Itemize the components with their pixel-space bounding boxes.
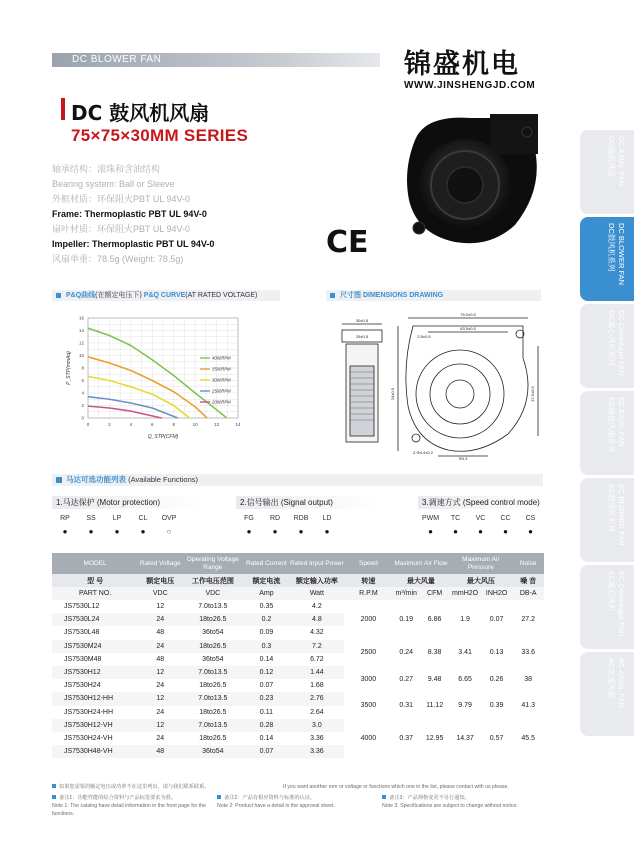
table-header-cn <box>52 574 544 587</box>
table-cell: JS7530H12-VH <box>52 719 138 732</box>
table-cell: 24 <box>156 682 165 690</box>
unit-cell: VDC <box>182 587 243 600</box>
table-cell: 18to26.5 <box>182 613 243 626</box>
col-header: 型 号 <box>52 574 138 587</box>
col-header: Maximum Air Flow <box>393 553 450 574</box>
table-row <box>52 692 544 705</box>
table-cell: 36to54 <box>202 629 224 637</box>
col-header: Maximum Air Pressure <box>449 553 512 574</box>
table-cell: 4000 <box>360 734 377 742</box>
note-text: 备注3：产品规格变更不另行通知。 <box>389 795 470 801</box>
table-cell: 36to54 <box>182 745 243 758</box>
band-label: DC BLOWER FAN <box>72 54 162 65</box>
unit-cell: Watt <box>290 587 345 600</box>
table-cell: 2.76 <box>290 692 345 705</box>
page-title: DC 鼓风机风扇 <box>71 101 210 125</box>
col-header: Rated Voltage <box>138 553 182 574</box>
function-group-title: 1.马达保护 (Motor protection) <box>52 496 202 509</box>
table-cell: 1.44 <box>290 666 345 679</box>
col-header: 转速 <box>344 574 392 587</box>
table-cell: JS7530H48-VH <box>52 745 138 758</box>
table-cell: 7.0to13.5 <box>182 719 243 732</box>
dim-label: 30±0.5 <box>355 318 369 323</box>
table-cell: JS7530L48 <box>64 629 100 637</box>
spec-line: 外框材质：环保阻火PBT UL 94V-0 <box>52 194 191 204</box>
table-cell: 0.27 <box>399 675 414 683</box>
y-tick-label: 8 <box>81 365 84 371</box>
function-code: RD ● <box>269 515 281 536</box>
note-text: 如果您需要的额定电压或功率不在这里列出，请与我们联系联系。 <box>59 784 210 790</box>
dim-label: 29±0.5 <box>355 334 369 339</box>
col-header: Speed <box>344 553 392 574</box>
spec-table <box>52 553 544 758</box>
table-cell: 0.23 <box>243 692 289 705</box>
y-tick-label: 12 <box>78 340 84 346</box>
tab-dc-centrifugal-fan[interactable]: DC Centrifugal FAN DC离心风机系列 <box>580 304 634 388</box>
table-cell: 9.79 <box>458 702 472 709</box>
table-cell: 18to26.5 <box>199 682 227 690</box>
unit-cell: PART NO. <box>52 587 138 600</box>
y-tick-label: 6 <box>81 378 84 383</box>
table-units-row <box>52 587 544 600</box>
table-cell: JS7530H24 <box>64 682 101 690</box>
x-tick-label: 6 <box>151 422 154 427</box>
category-tabs <box>580 130 634 739</box>
title-accent-bar <box>61 98 65 120</box>
table-cell: 2000 <box>360 616 377 624</box>
pq-en-note: (AT RATED VOLTAGE) <box>185 292 258 299</box>
spec-line: Frame: Thermoplastic PBT UL 94V-0 <box>52 209 207 219</box>
table-cell: 12 <box>156 603 165 611</box>
table-cell: 0.31 <box>399 702 414 709</box>
table-cell: 18to26.5 <box>182 640 243 653</box>
col-header: 额定输入功率 <box>290 574 345 587</box>
note-text: 备注1：功能性能的综合资料与产品标签要求为准。 <box>59 795 177 801</box>
table-cell: 36to54 <box>202 655 224 663</box>
table-cell: 0.07 <box>243 745 289 758</box>
x-tick-label: 0 <box>86 422 90 427</box>
function-code: PWM ● <box>421 515 440 536</box>
table-cell: 48 <box>156 655 165 663</box>
tab-ec-centrifugal-fan[interactable]: EC Centrifugal FAN EC离心风机 <box>580 565 634 649</box>
note-text: Note 3: Specifications are subject to change without notice. <box>382 803 518 809</box>
col-header: 工作电压范围 <box>182 574 243 587</box>
table-cell: 7.0to13.5 <box>182 692 243 705</box>
table-cell: 0.13 <box>489 649 504 657</box>
table-cell: 3.36 <box>290 745 345 758</box>
table-cell: 12 <box>138 692 182 705</box>
col-header: 额定电压 <box>138 574 182 587</box>
brand-url[interactable]: WWW.JINSHENGJD.COM <box>404 80 536 91</box>
table-row <box>52 640 544 653</box>
function-code: TC ● <box>450 515 461 536</box>
table-cell: 6.72 <box>310 655 324 663</box>
table-cell: 0.26 <box>489 675 504 683</box>
pq-cn-note: (在额定电压下) <box>95 292 142 299</box>
legend-entry: 3500RPM <box>212 366 231 372</box>
table-cell: 6.86 <box>427 616 442 624</box>
header-band <box>52 53 380 67</box>
function-code: RDB ● <box>293 515 309 536</box>
table-cell: 27.2 <box>521 616 535 624</box>
spec-line: 风扇单重：78.5g (Weight: 78.5g) <box>52 254 184 264</box>
table-cell: JS7530M24 <box>52 640 138 653</box>
dim-label: 63.5±0.5 <box>460 326 476 331</box>
table-cell: JS7530L24 <box>52 613 138 626</box>
legend-entry: 3000RPM <box>212 377 231 383</box>
col-header: Rated Current <box>243 553 289 574</box>
y-axis-label: P_STP(mmAq) <box>66 351 72 385</box>
tab-ec-axial-fan[interactable]: EC AXIAL FAN EC轴流风扇系列 <box>580 391 634 475</box>
table-cell: 24 <box>156 708 165 716</box>
table-cell: 3000 <box>360 675 377 683</box>
table-cell: 3.36 <box>310 734 324 742</box>
table-cell: 48 <box>138 745 182 758</box>
dim-label: 2-Φ4.4±0.2 <box>412 450 434 455</box>
unit-cell: CFM <box>420 587 449 600</box>
y-tick-label: 4 <box>81 390 84 396</box>
table-cell: 11.12 <box>426 702 444 709</box>
table-cell: 33.6 <box>521 649 535 657</box>
brand-name: 锦盛机电 <box>404 49 520 80</box>
y-tick-label: 14 <box>78 328 84 333</box>
function-group-title: 2.信号输出 (Signal output) <box>236 496 376 509</box>
table-cell: 24 <box>138 640 182 653</box>
table-cell: 0.09 <box>259 629 274 637</box>
ce-mark: CE <box>326 225 369 260</box>
x-tick-label: 14 <box>235 422 241 427</box>
table-cell: 1.68 <box>310 682 324 690</box>
table-cell: 0.07 <box>259 682 274 690</box>
function-code: FG ● <box>244 515 254 536</box>
table-cell: 12 <box>138 666 182 679</box>
table-cell: 7.0to13.5 <box>198 603 228 611</box>
table-cell: 4.32 <box>310 629 324 637</box>
note-text: Note 1: The catalog have detail information in the front page for the functions. <box>52 803 206 817</box>
func-cn-label: 马达可选功能列表 <box>66 475 126 484</box>
legend-entry: 2500RPM <box>212 388 231 394</box>
table-cell: 8.38 <box>427 649 442 657</box>
table-cell: 0.11 <box>259 708 273 716</box>
function-code: LP ● <box>112 515 122 536</box>
table-cell: 1.9 <box>460 616 470 624</box>
x-axis-label: Q_STP(CFM) <box>147 434 179 440</box>
dim-label: Φ4.3 <box>458 456 468 461</box>
tab-dc-blower-fan[interactable]: DC BLOWER FAN DC鼓风机系列 <box>580 217 634 301</box>
col-header: 最大风压 <box>449 574 512 587</box>
table-cell: 9.48 <box>427 675 442 683</box>
pq-curve-header <box>52 290 280 301</box>
col-header: 额定电流 <box>243 574 289 587</box>
col-header: 噪 音 <box>512 574 544 587</box>
table-cell: 0.14 <box>259 655 274 663</box>
table-cell: 0.2 <box>243 613 289 626</box>
table-cell: 7.2 <box>290 640 345 653</box>
table-cell: 3500 <box>360 702 377 709</box>
table-cell: 3.0 <box>290 719 345 732</box>
table-cell: 0.12 <box>243 666 289 679</box>
dimension-drawing <box>328 306 558 461</box>
function-code: CC ● <box>500 515 511 536</box>
col-header: 最大风量 <box>393 574 450 587</box>
tab-ec-blower-fan[interactable]: EC BLOWER FAN EC鼓风机系列 <box>580 478 634 562</box>
function-code: RP ● <box>60 515 70 536</box>
table-cell: 0.35 <box>259 603 274 611</box>
motor-protection-group <box>52 496 202 536</box>
footnotes <box>52 783 547 818</box>
note-text: If you want another rom or voltage or functions which one in the list, please contact with us please. <box>283 784 509 790</box>
table-cell: 0.57 <box>489 734 504 742</box>
table-cell: 38 <box>524 675 533 683</box>
spec-list <box>52 162 214 267</box>
table-cell: 45.5 <box>521 734 535 742</box>
spec-line: 轴承结构：滚珠和含油结构 <box>52 164 161 174</box>
table-cell: 12.95 <box>425 734 444 742</box>
table-cell: JS7530H12 <box>52 666 138 679</box>
table-cell: 12 <box>138 719 182 732</box>
table-cell: 24 <box>138 613 182 626</box>
table-cell: JS7530H24-VH <box>64 734 113 742</box>
y-tick-label: 0 <box>81 415 84 421</box>
speed-control-group <box>418 496 544 536</box>
x-tick-label: 12 <box>214 422 220 427</box>
function-code: LD ● <box>322 515 332 536</box>
table-cell: 4.2 <box>312 603 322 611</box>
y-tick-label: 10 <box>78 353 84 358</box>
x-tick-label: 4 <box>129 422 133 427</box>
col-header: Noise <box>512 553 544 574</box>
functions-header <box>52 474 543 486</box>
spec-line: Bearing system: Ball or Sleeve <box>52 179 175 189</box>
table-cell: 0.37 <box>399 734 414 742</box>
y-tick-label: 16 <box>78 315 84 321</box>
dim-label: 2.5±0.5 <box>417 334 431 339</box>
tab-ac-axial-fan[interactable]: AC AXIAL FAN AC交流风扇 <box>580 652 634 736</box>
table-row <box>52 600 544 613</box>
function-code: VC ● <box>475 515 486 536</box>
legend-entry: 4000RPM <box>212 355 231 361</box>
unit-cell: Amp <box>243 587 289 600</box>
function-code: SS ● <box>86 515 96 536</box>
dim-cn-label: 尺寸图 <box>340 292 361 299</box>
spec-line: 扇叶材质：环保阻火PBT UL 94V-0 <box>52 224 191 234</box>
x-tick-label: 8 <box>172 422 175 427</box>
table-cell: 0.28 <box>243 719 289 732</box>
dim-label: 37.5±0.5 <box>530 386 535 402</box>
unit-cell: R.P.M <box>344 587 392 600</box>
note-text: 备注2：产品有相应资料与标准的认证。 <box>224 795 316 801</box>
table-cell: JS7530H12-HH <box>52 692 138 705</box>
tab-dc-axial-fan[interactable]: DC AXIAL FAN DC轴流风扇 <box>580 130 634 214</box>
dim-en-label: DIMENSIONS DRAWING <box>362 292 444 299</box>
table-cell: 0.3 <box>243 640 289 653</box>
pq-curve-chart <box>60 310 270 455</box>
y-tick-label: 2 <box>81 403 84 408</box>
function-code: CS ● <box>525 515 536 536</box>
dim-label: 75.0±0.5 <box>460 312 476 317</box>
unit-cell: VDC <box>138 587 182 600</box>
pq-en-label: P&Q CURVE <box>143 292 186 299</box>
table-cell: 18to26.5 <box>199 734 227 742</box>
col-header: Operating Voltage Range <box>182 553 243 574</box>
blower-fan-image <box>395 110 545 250</box>
legend-entry: 2000RPM <box>212 399 231 405</box>
table-cell: 0.24 <box>399 649 414 657</box>
function-code: OVP ○ <box>161 515 177 536</box>
table-cell: 41.3 <box>521 702 535 709</box>
table-cell: JS7530M48 <box>64 655 102 663</box>
unit-cell: mmH2O <box>449 587 481 600</box>
pq-cn-label: P&Q曲线 <box>66 292 96 299</box>
dimensions-header <box>326 290 541 301</box>
function-code: CL ● <box>138 515 148 536</box>
col-header: Rated Input Power <box>290 553 345 574</box>
dim-label: 24±0.5 <box>390 387 395 401</box>
table-header-en <box>52 553 544 574</box>
function-group-title: 3.调速方式 (Speed control mode) <box>418 496 544 509</box>
x-tick-label: 2 <box>108 422 111 427</box>
func-en-label: (Available Functions) <box>128 475 198 484</box>
x-tick-label: 10 <box>192 422 198 427</box>
table-cell: JS7530H24-HH <box>64 708 114 716</box>
table-cell: 6.65 <box>458 675 472 683</box>
table-cell: 48 <box>156 629 165 637</box>
table-cell: 0.07 <box>489 616 504 624</box>
table-cell: 18to26.5 <box>199 708 227 716</box>
table-cell: 4.8 <box>290 613 345 626</box>
table-cell: 2.64 <box>310 708 324 716</box>
unit-cell: DB-A <box>512 587 544 600</box>
table-row <box>52 719 544 732</box>
note-text: Note 2: Product have a detail in the approval sheet. <box>217 803 335 809</box>
table-cell: 7.0to13.5 <box>182 666 243 679</box>
spec-line: Impeller: Thermoplastic PBT UL 94V-0 <box>52 239 215 249</box>
table-cell: 0.39 <box>489 702 504 709</box>
table-cell: JS7530L12 <box>64 603 100 611</box>
table-cell: 0.19 <box>399 616 414 624</box>
signal-output-group <box>236 496 376 536</box>
unit-cell: m³/min <box>393 587 420 600</box>
table-cell: 0.14 <box>259 734 274 742</box>
series-title: 75×75×30MM SERIES <box>71 126 249 145</box>
table-cell: 14.37 <box>456 734 474 742</box>
col-header: MODEL <box>52 553 138 574</box>
table-cell: 24 <box>156 734 165 742</box>
unit-cell: INH2O <box>481 587 513 600</box>
table-row <box>52 666 544 679</box>
table-cell: 2500 <box>360 649 377 657</box>
table-cell: 3.41 <box>458 649 472 657</box>
